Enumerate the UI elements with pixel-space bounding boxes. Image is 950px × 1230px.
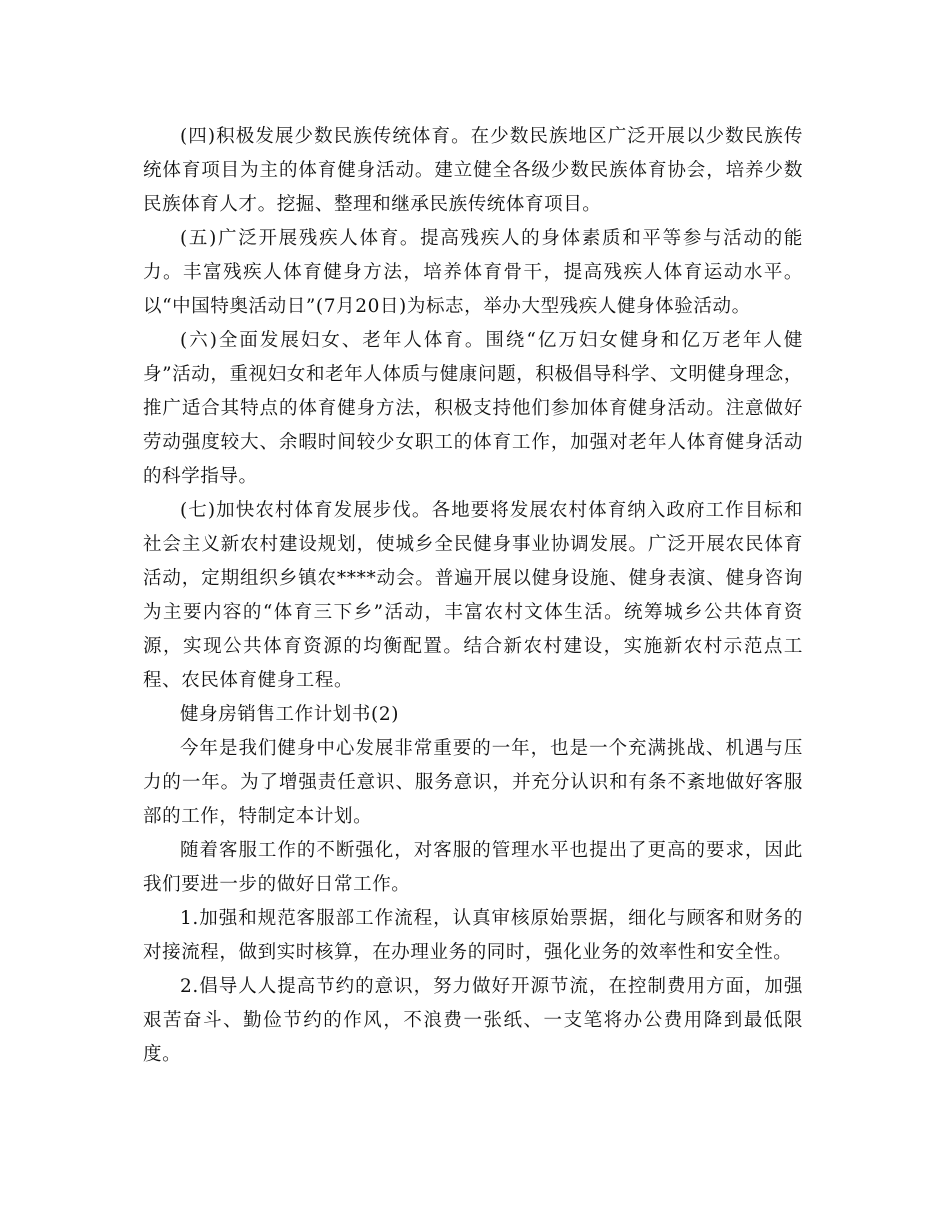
section-heading: 健身房销售工作计划书(2) [180, 704, 400, 725]
paragraph-disabled-sports: (五)广泛开展残疾人体育。提高残疾人的身体素质和平等参与活动的能力。丰富残疾人体育健身方法，培养体育骨干，提高残疾人体育运动水平。以“中国特奥活动日”(7月20日)为标志，举办大型残疾人健身体验活动。 [143, 228, 803, 317]
paragraph-intro: 今年是我们健身中心发展非常重要的一年，也是一个充满挑战、机遇与压力的一年。为了增强责任意识、服务意识，并充分认识和有条不紊地做好客服部的工作，特制定本计划。 [143, 738, 803, 827]
list-item-1: 1.加强和规范客服部工作流程，认真审核原始票据，细化与顾客和财务的对接流程，做到实时核算，在办理业务的同时，强化业务的效率性和安全性。 [143, 908, 803, 963]
document-body [143, 120, 803, 1072]
paragraph-rural-sports: (七)加快农村体育发展步伐。各地要将发展农村体育纳入政府工作目标和社会主义新农村建设规划，使城乡全民健身事业协调发展。广泛开展农民体育活动，定期组织乡镇农****动会。普遍开展以健身设施、健身表演、健身咨询为主要内容的“体育三下乡”活动，丰富农村文体生活。统筹城乡公共体育资源，实现公共体育资源的均衡配置。结合新农村建设，实施新农村示范点工程、农民体育健身工程。 [143, 500, 803, 691]
paragraph-daily-work: 随着客服工作的不断强化，对客服的管理水平也提出了更高的要求，因此我们要进一步的做好日常工作。 [143, 840, 803, 895]
list-item-2: 2.倡导人人提高节约的意识，努力做好开源节流，在控制费用方面，加强艰苦奋斗、勤俭节约的作风，不浪费一张纸、一支笔将办公费用降到最低限度。 [143, 976, 803, 1065]
paragraph-women-elderly-sports: (六)全面发展妇女、老年人体育。围绕“亿万妇女健身和亿万老年人健身”活动，重视妇女和老年人体质与健康问题，积极倡导科学、文明健身理念，推广适合其特点的体育健身方法，积极支持他们参加体育健身活动。注意做好劳动强度较大、余暇时间较少女职工的体育工作，加强对老年人体育健身活动的科学指导。 [143, 330, 803, 487]
paragraph-minority-sports: (四)积极发展少数民族传统体育。在少数民族地区广泛开展以少数民族传统体育项目为主的体育健身活动。建立健全各级少数民族体育协会，培养少数民族体育人才。挖掘、整理和继承民族传统体育项目。 [143, 126, 803, 215]
